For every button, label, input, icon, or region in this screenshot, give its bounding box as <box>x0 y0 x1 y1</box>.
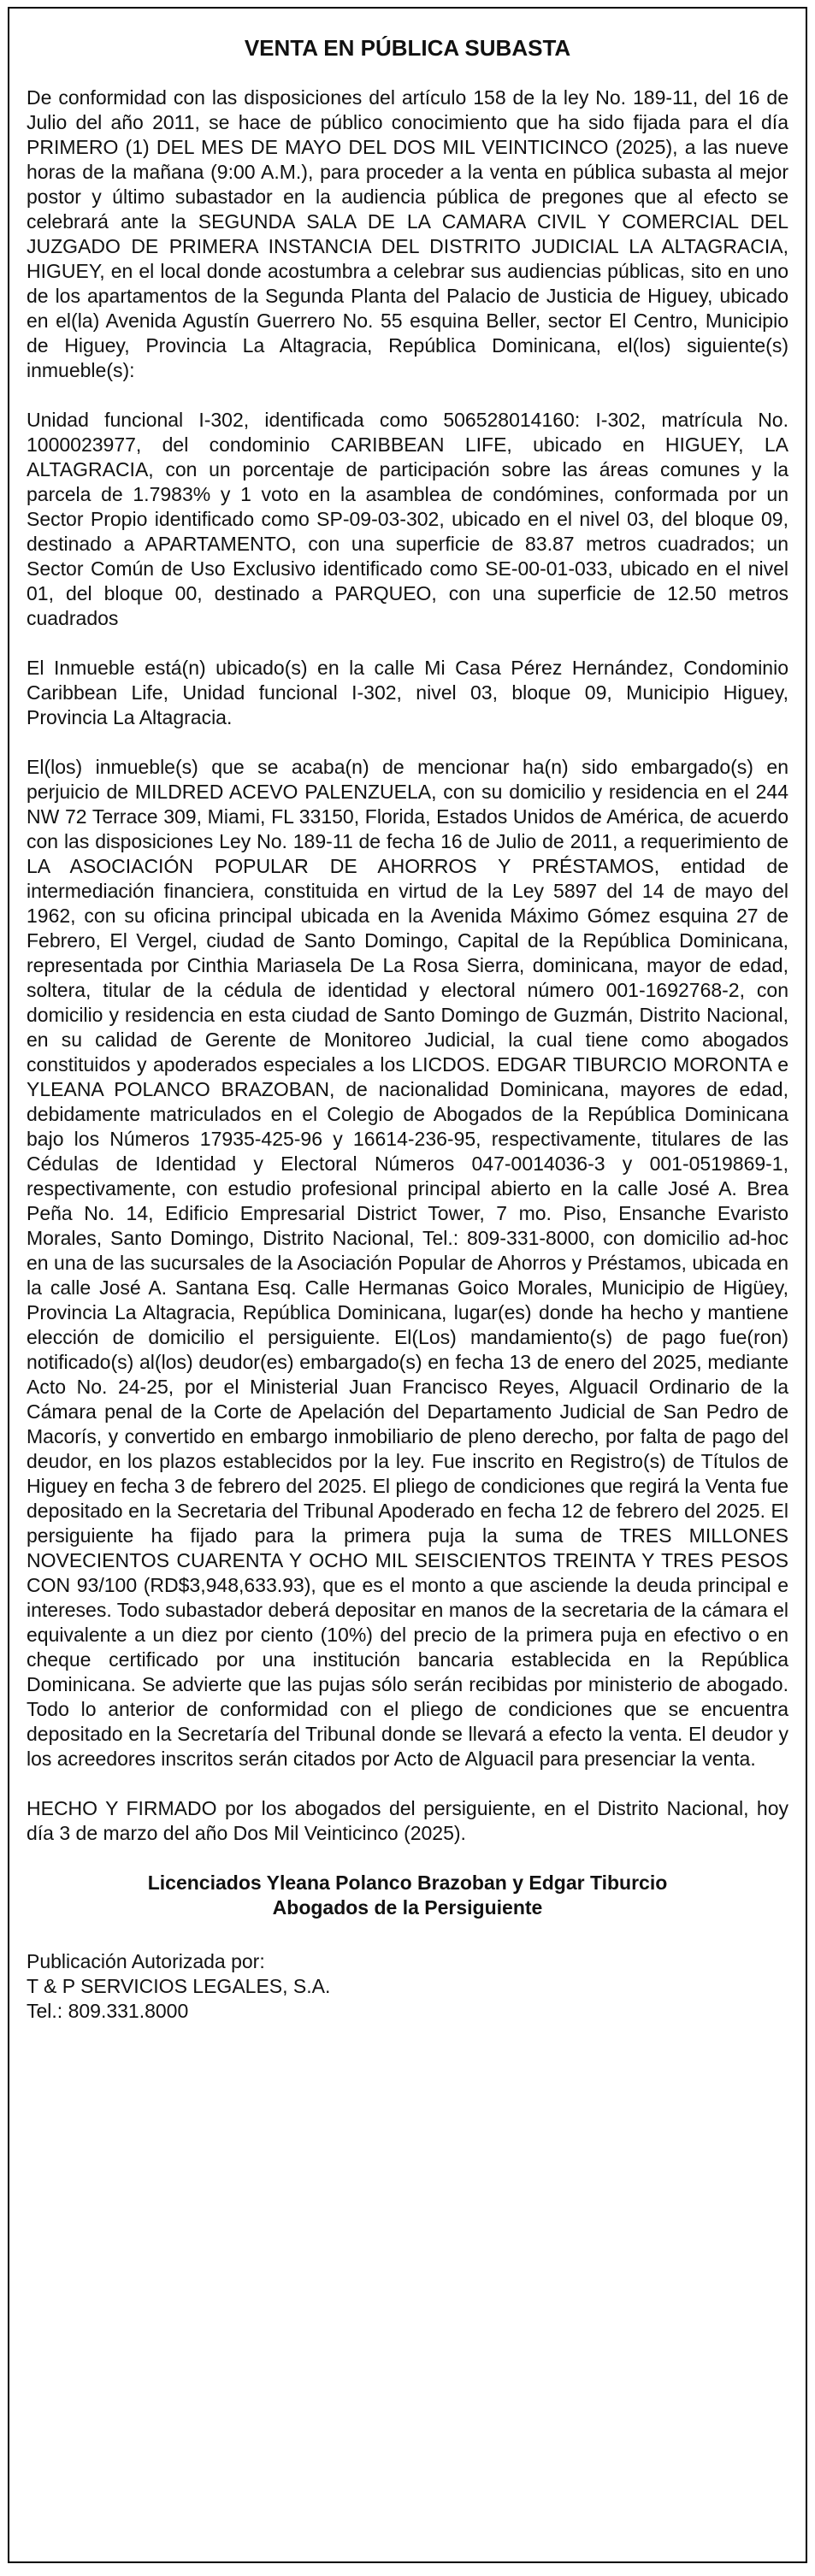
publisher-name: T & P SERVICIOS LEGALES, S.A. <box>27 1975 331 1997</box>
paragraph-signed: HECHO Y FIRMADO por los abogados del persiguiente, en el Distrito Nacional, hoy día 3 de marzo del año Dos Mil Veinticinco (2025). <box>27 1797 788 1844</box>
legal-notice <box>8 7 807 2563</box>
publisher-block <box>27 1949 788 2024</box>
paragraph-auction-announcement: De conformidad con las disposiciones del artículo 158 de la ley No. 189-11, del 16 de Julio del año 2011, se hace de público conocimiento que ha sido fijada para el día PRIMERO (1) DEL MES DE MAYO DEL DOS MIL VEINTICINCO (2025), a las nueve horas de la mañana (9:00 A.M.), para proceder a la venta en pública subasta al mejor postor y último subastador en la audiencia pública de pregones que al efecto se celebrará ante la SEGUNDA SALA DE LA CAMARA CIVIL Y COMERCIAL DEL JUZGADO DE PRIMERA INSTANCIA DEL DISTRITO JUDICIAL LA ALTAGRACIA, HIGUEY, en el local donde acostumbra a celebrar sus audiencias públicas, sito en uno de los apartamentos de la Segunda Planta del Palacio de Justicia de Higuey, ubicado en el(la) Avenida Agustín Guerrero No. 55 esquina Beller, sector El Centro, Municipio de Higuey, Provincia La Altagracia, República Dominicana, el(los) siguiente(s) inmueble(s): <box>27 86 788 381</box>
paragraph-property-description: Unidad funcional I-302, identificada como 506528014160: I-302, matrícula No. 1000023977, del condominio CARIBBEAN LIFE, ubicado en HIGUEY, LA ALTAGRACIA, con un porcentaje de participación sobre las áreas comunes y la parcela de 1.7983% y 1 voto en la asamblea de condómines, conformada por un Sector Propio identificado como SP-09-03-302, ubicado en el nivel 03, del bloque 09, destinado a APARTAMENTO, con una superficie de 83.87 metros cuadrados; un Sector Común de Uso Exclusivo identificado como SE-00-01-033, ubicado en el nivel 01, del bloque 00, destinado a PARQUEO, con una superficie de 12.50 metros cuadrados <box>27 409 788 629</box>
paragraph-property-location: El Inmueble está(n) ubicado(s) en la calle Mi Casa Pérez Hernández, Condominio Caribbean Life, Unidad funcional I-302, nivel 03, bloque 09, Municipio Higuey, Provincia La Altagracia. <box>27 657 788 728</box>
notice-title: VENTA EN PÚBLICA SUBASTA <box>244 35 571 61</box>
publisher-phone: Tel.: 809.331.8000 <box>27 2000 189 2022</box>
signature-lawyers: Licenciados Yleana Polanco Brazoban y Edgar Tiburcio <box>147 1872 668 1894</box>
signature-role: Abogados de la Persiguiente <box>272 1896 543 1919</box>
signature-block <box>27 1871 788 1920</box>
publisher-label: Publicación Autorizada por: <box>27 1950 265 1972</box>
paragraph-seizure-details: El(los) inmueble(s) que se acaba(n) de mencionar ha(n) sido embargado(s) en perjuicio de MILDRED ACEVO PALENZUELA, con su domicilio y residencia en el 244 NW 72 Terrace 309, Miami, FL 33150, Florida, Estados Unidos de América, de acuerdo con las disposiciones Ley No. 189-11 de fecha 16 de Julio de 2011, a requerimiento de LA ASOCIACIÓN POPULAR DE AHORROS Y PRÉSTAMOS, entidad de intermediación financiera, constituida en virtud de la Ley 5897 del 14 de mayo del 1962, con su oficina principal ubicada en la Avenida Máximo Gómez esquina 27 de Febrero, El Vergel, ciudad de Santo Domingo, Capital de la República Dominicana, representada por Cinthia Mariasela De La Rosa Sierra, dominicana, mayor de edad, soltera, titular de la cédula de identidad y electoral número 001-1692768-2, con domicilio y residencia en esta ciudad de Santo Domingo de Guzmán, Distrito Nacional, en su calidad de Gerente de Monitoreo Judicial, la cual tiene como abogados constituidos y apoderados especiales a los LICDOS. EDGAR TIBURCIO MORONTA e YLEANA POLANCO BRAZOBAN, de nacionalidad Dominicana, mayores de edad, debidamente matriculados en el Colegio de Abogados de la República Dominicana bajo los Números 17935-425-96 y 16614-236-95, respectivamente, titulares de las Cédulas de Identidad y Electoral Números 047-0014036-3 y 001-0519869-1, respectivamente, con estudio profesional principal abierto en la calle José A. Brea Peña No. 14, Edificio Empresarial District Tower, 7 mo. Piso, Ensanche Evaristo Morales, Santo Domingo, Distrito Nacional, Tel.: 809-331-8000, con domicilio ad-hoc en una de las sucursales de la Asociación Popular de Ahorros y Préstamos, ubicada en la calle José A. Santana Esq. Calle Hermanas Goico Morales, Municipio de Higüey, Provincia La Altagracia, República Dominicana, lugar(es) donde ha hecho y mantiene elección de domicilio el persiguiente. El(Los) mandamiento(s) de pago fue(ron) notificado(s) al(los) deudor(es) embargado(s) en fecha 13 de enero del 2025, mediante Acto No. 24-25, por el Ministerial Juan Francisco Reyes, Alguacil Ordinario de la Cámara penal de la Corte de Apelación del Departamento Judicial de San Pedro de Macorís, y convertido en embargo inmobiliario de pleno derecho, por falta de pago del deudor, en los plazos establecidos por la ley. Fue inscrito en Registro(s) de Títulos de Higuey en fecha 3 de febrero del 2025. El pliego de condiciones que regirá la Venta fue depositado en la Secretaria del Tribunal Apoderado en fecha 12 de febrero del 2025. El persiguiente ha fijado para la primera puja la suma de TRES MILLONES NOVECIENTOS CUARENTA Y OCHO MIL SEISCIENTOS TREINTA Y TRES PESOS CON 93/100 (RD$3,948,633.93), que es el monto a que asciende la deuda principal e intereses. Todo subastador deberá depositar en manos de la secretaria de la cámara el equivalente a un diez por ciento (10%) del precio de la primera puja en efectivo o en cheque certificado por una institución bancaria establecida en la República Dominicana. Se advierte que las pujas sólo serán recibidas por ministerio de abogado. Todo lo anterior de conformidad con el pliego de condiciones que se encuentra depositado en la Secretaría del Tribunal donde se llevará a efecto la venta. El deudor y los acreedores inscritos serán citados por Acto de Alguacil para presenciar la venta. <box>27 756 788 1770</box>
